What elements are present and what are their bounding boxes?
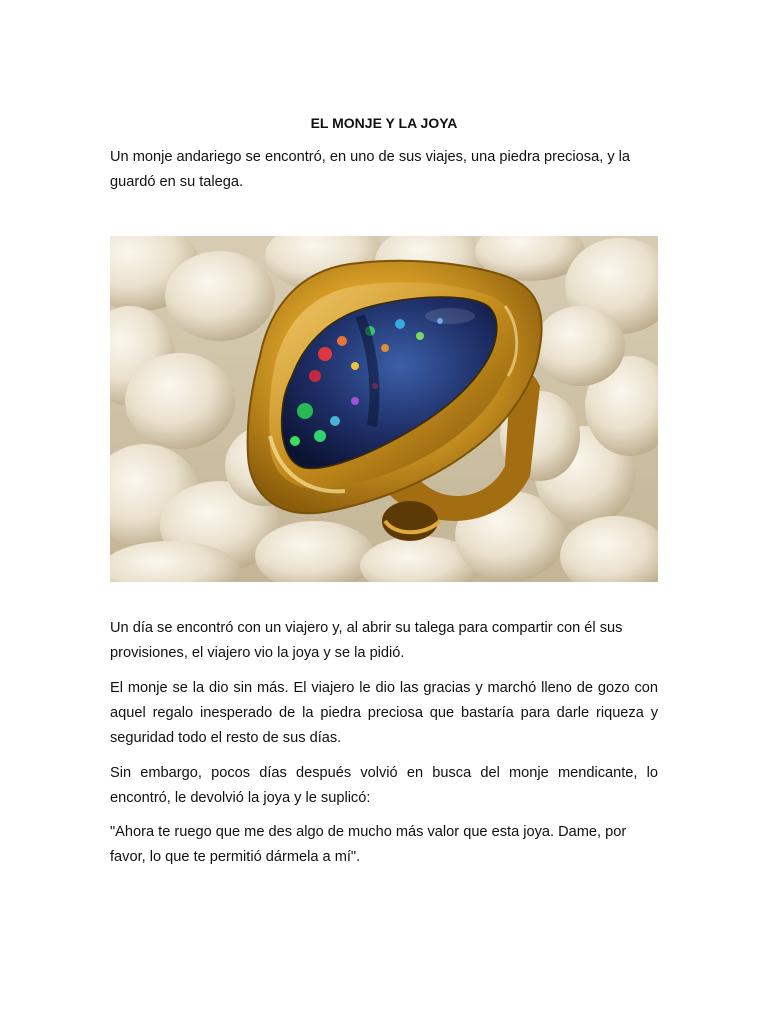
document-title: EL MONJE Y LA JOYA [310, 115, 458, 131]
paragraph-3: El monje se la dio sin más. El viajero le dio las gracias y marchó lleno de gozo con aquel regalo inesperado de la piedra preciosa que bastaría para darle riqueza y seguridad todo el resto de sus días. [110, 680, 658, 746]
paragraph-4: Sin embargo, pocos días después volvió en busca del monje mendicante, lo encontró, le devolvió la joya y le suplicó: [110, 765, 658, 806]
paragraph-2: Un día se encontró con un viajero y, al abrir su talega para compartir con él sus provisiones, el viajero vio la joya y se la pidió. [110, 620, 623, 661]
ring-photo [110, 236, 658, 582]
paragraph-5: "Ahora te ruego que me des algo de mucho más valor que esta joya. Dame, por favor, lo que te permitió dármela a mí". [110, 824, 627, 865]
paragraph-1: Un monje andariego se encontró, en uno de sus viajes, una piedra preciosa, y la guardó en su talega. [110, 149, 631, 190]
